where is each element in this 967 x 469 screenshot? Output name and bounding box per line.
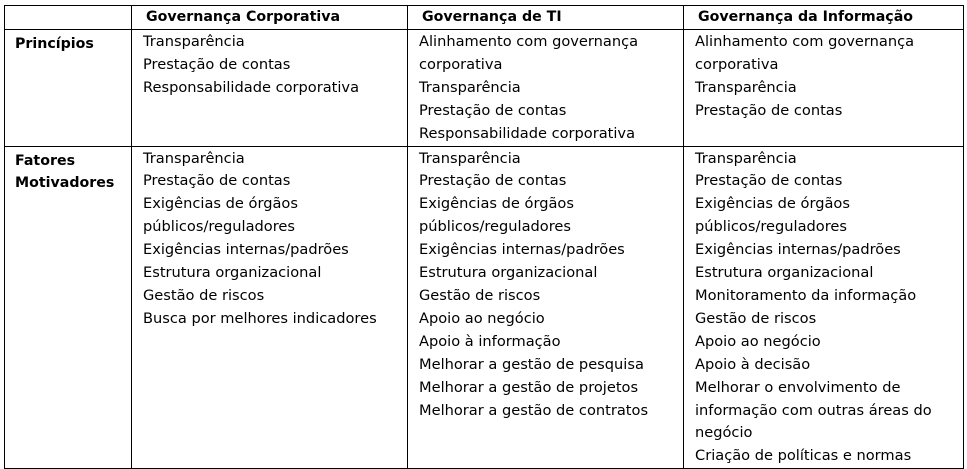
list-item: corporativa <box>695 55 779 73</box>
list-item: Melhorar a gestão de pesquisa <box>419 355 644 373</box>
list-item: Busca por melhores indicadores <box>143 309 377 327</box>
list-item: Criação de políticas e normas <box>695 447 912 465</box>
list-item: Prestação de contas <box>695 101 843 119</box>
list-item: Gestão de riscos <box>695 309 817 327</box>
list-item: Exigências internas/padrões <box>143 241 349 259</box>
list-item: Transparência <box>695 149 797 167</box>
list-item: Transparência <box>419 149 521 167</box>
corner-cell <box>5 6 132 30</box>
list-item: Transparência <box>695 78 797 96</box>
list-item: negócio <box>695 424 753 442</box>
principles-corporate-cell <box>132 30 408 147</box>
list-item: corporativa <box>419 55 503 73</box>
list-item: Estrutura organizacional <box>143 264 322 282</box>
list-item: Monitoramento da informação <box>695 286 917 304</box>
list-item: públicos/reguladores <box>419 218 571 236</box>
list-item: Responsabilidade corporativa <box>143 78 360 96</box>
list-item: Transparência <box>419 78 521 96</box>
list-item: Prestação de contas <box>143 172 291 190</box>
list-item: Gestão de riscos <box>143 286 265 304</box>
list-item: informação com outras áreas do <box>695 401 932 419</box>
list-item: Estrutura organizacional <box>695 264 874 282</box>
list-item: Prestação de contas <box>419 172 567 190</box>
principles-it-cell <box>408 30 684 147</box>
column-header-corporate: Governança Corporativa <box>132 6 408 30</box>
principles-information-cell <box>684 30 964 147</box>
list-item: Exigências de órgãos <box>419 195 574 213</box>
table-row-principles <box>5 30 964 147</box>
list-item: Melhorar o envolvimento de <box>695 378 901 396</box>
list-item: Melhorar a gestão de projetos <box>419 378 639 396</box>
row-header-line: Princípios <box>15 36 94 52</box>
row-header-line: Motivadores <box>15 174 115 191</box>
list-item: Alinhamento com governança <box>695 33 915 50</box>
list-item: Exigências de órgãos <box>695 195 850 213</box>
list-item: Alinhamento com governança <box>419 33 639 50</box>
list-item: Transparência <box>143 149 245 167</box>
list-item: Responsabilidade corporativa <box>419 124 636 142</box>
governance-comparison-table <box>4 5 964 469</box>
table-row-motivating-factors <box>5 146 964 469</box>
factors-information-cell <box>684 146 964 469</box>
list-item: Prestação de contas <box>143 55 291 73</box>
list-item: Transparência <box>143 33 245 50</box>
list-item: Apoio ao negócio <box>419 309 545 327</box>
column-header-information: Governança da Informação <box>684 6 964 30</box>
header-row <box>5 6 964 30</box>
list-item: Apoio à informação <box>419 332 561 350</box>
list-item: públicos/reguladores <box>695 218 847 236</box>
factors-corporate-cell <box>132 146 408 469</box>
list-item: Apoio à decisão <box>695 355 811 373</box>
list-item: Melhorar a gestão de contratos <box>419 401 649 419</box>
row-header-motivating-factors <box>5 146 132 469</box>
list-item: Prestação de contas <box>695 172 843 190</box>
list-item: Exigências de órgãos <box>143 195 298 213</box>
row-header-line: Fatores <box>15 152 76 169</box>
column-header-it: Governança de TI <box>408 6 684 30</box>
list-item: Gestão de riscos <box>419 286 541 304</box>
list-item: Exigências internas/padrões <box>695 241 901 259</box>
list-item: públicos/reguladores <box>143 218 295 236</box>
factors-it-cell <box>408 146 684 469</box>
list-item: Prestação de contas <box>419 101 567 119</box>
list-item: Estrutura organizacional <box>419 264 598 282</box>
list-item: Exigências internas/padrões <box>419 241 625 259</box>
row-header-principles <box>5 30 132 147</box>
list-item: Apoio ao negócio <box>695 332 821 350</box>
